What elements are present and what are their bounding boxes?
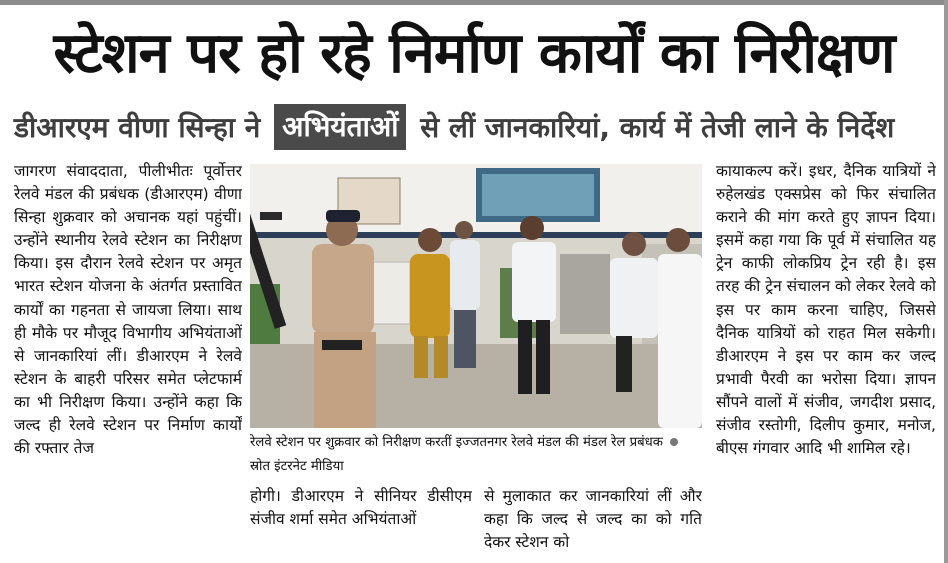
caption-text: रेलवे स्टेशन पर शुक्रवार को निरीक्षण करतीं इज्जतनगर रेलवे मंडल की मंडल रेल प्रबंधक [250,435,663,450]
bullet-icon [670,438,678,446]
article-column-2: होगी। डीआरएम ने सीनियर डीसीएम संजीव शर्मा समेत अभियंताओं [250,487,472,529]
article-column-3: से मुलाकात कर जानकारियां लीं और कहा कि जल्द से जल्द का को गति देकर स्टेशन को [484,487,702,552]
subheadline-before: डीआरएम वीणा सिन्हा ने [14,111,261,144]
subheadline [14,104,939,152]
subheadline-after: से लीं जानकारियां, कार्य में तेजी लाने के निर्देश [420,111,895,144]
news-photo [250,164,702,428]
station-inspection-photo [250,164,702,428]
photo-caption [250,431,702,481]
top-border [0,0,948,5]
article-column-1: जागरण संवाददाता, पीलीभीतः पूर्वोत्तर रेलवे मंडल की प्रबंधक (डीआरएम) वीणा सिन्हा शुक्रवार को अचानक यहां पहुंचीं। उन्होंने स्थानीय रेलवे स्टेशन का निरीक्षण किया। इस दौरान रेलवे स्टेशन पर अमृत भारत स्टेशन योजना के अंतर्गत प्रस्तावित कार्यों का गहनता से जायजा लिया। साथ ही मौके पर मौजूद विभागीय अभियंताओं से जानकारियां लीं। डीआरएम ने रेलवे स्टेशन के बाहरी परिसर समेत प्लेटफार्म का भी निरीक्षण किया। उन्होंने कहा कि जल्द ही रेलवे स्टेशन पर निर्माण कार्यों की रफ्तार तेज [14,162,242,458]
subheadline-highlight: अभियंताओं [274,104,406,150]
article-column-4: कायाकल्प करें। इधर, दैनिक यात्रियों ने रुहेलखंड एक्सप्रेस को फिर संचालित कराने की मांग करते हुए ज्ञापन दिया। इसमें कहा गया कि पूर्व में संचालित यह ट्रेन काफी लोकप्रिय ट्रेन रही है। इस तरह की ट्रेन संचालन को लेकर रेलवे को इस पर काम करना चाहिए, जिससे दैनिक यात्रियों को राहत मिल सकेगी। डीआरएम ने इस पर काम कर जल्द प्रभावी पैरवी का भरोसा दिया। ज्ञापन सौंपने वालों में संजीव, जगदीश प्रसाद, संजीव रस्तोगी, दिलीप कुमार, मनोज, बीएस गंगवार आदि भी शामिल रहे। [716,162,936,458]
headline: स्टेशन पर हो रहे निर्माण कार्यों का निरीक्षण [53,21,895,86]
photo-credit: स्रोत इंटरनेट मीडिया [250,459,344,474]
